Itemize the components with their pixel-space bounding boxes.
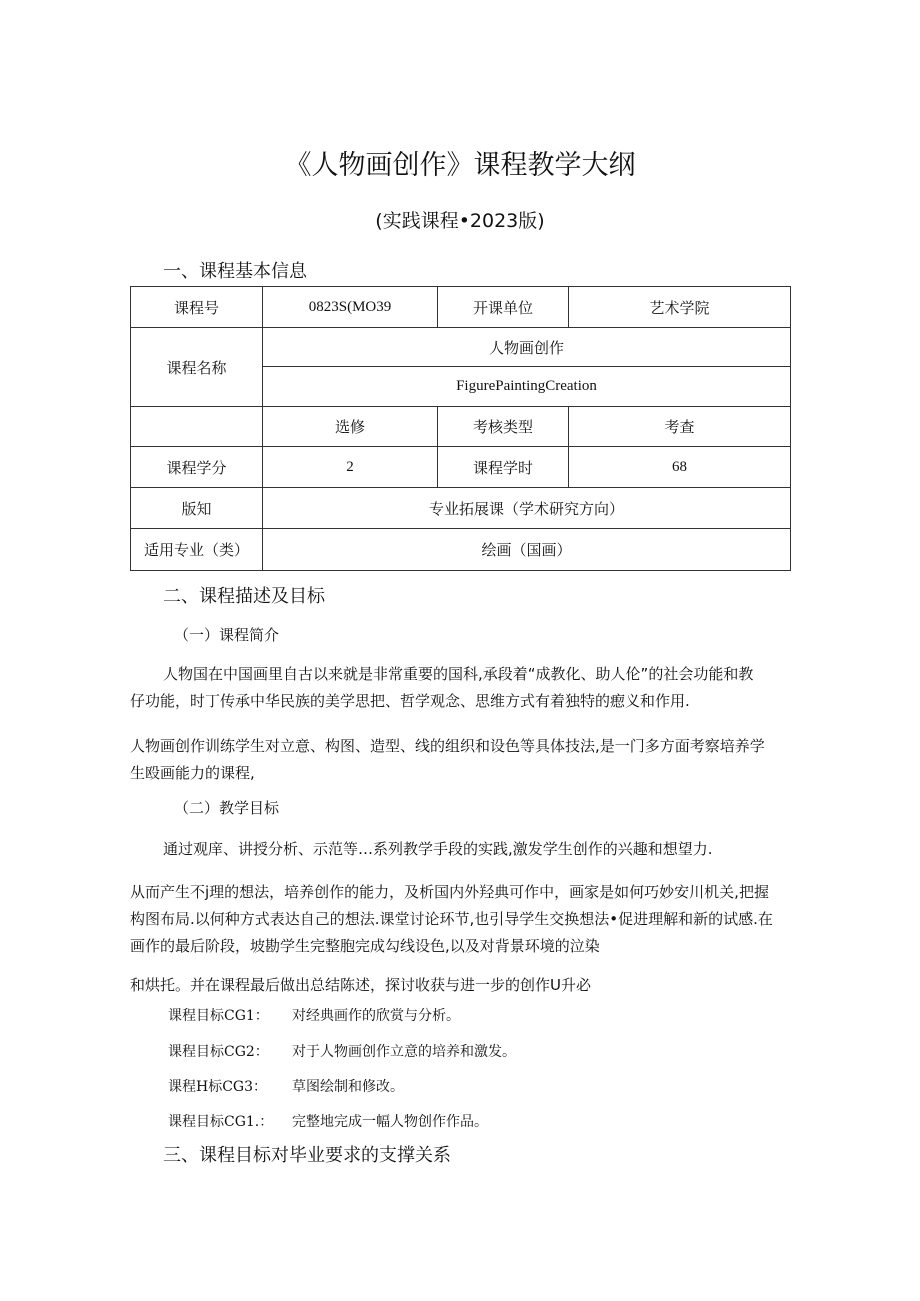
intro-para1-line2: 仔功能，时丁传承中华民族的美学思把、哲学观念、思维方式有着独特的瘛义和作用. xyxy=(130,692,690,710)
assess-type-value: 考查 xyxy=(569,407,791,447)
table-row xyxy=(131,488,791,529)
intro-para1-line1: 人物国在中国画里自古以来就是非常重要的国科,承段着“成教化、助人伦”的社会功能和教 xyxy=(163,665,754,683)
credit-value: 2 xyxy=(263,447,438,488)
intro-heading: （一）课程简介 xyxy=(174,626,280,644)
major-value: 绘画（国画） xyxy=(263,529,791,571)
course-goal-item xyxy=(168,1005,460,1025)
hours-label: 课程学时 xyxy=(438,447,569,488)
elective-value: 选修 xyxy=(263,407,438,447)
course-goal-item xyxy=(168,1111,488,1131)
course-goal-label: 课程H标CG3： xyxy=(168,1079,268,1095)
goals-heading: （二）教学目标 xyxy=(174,799,280,817)
course-type-value: 专业拓展课（学术研究方向） xyxy=(263,488,791,529)
major-label: 适用专业（类） xyxy=(131,529,263,571)
table-row xyxy=(131,447,791,488)
course-goal-item xyxy=(168,1076,404,1096)
assess-type-label: 考核类型 xyxy=(438,407,569,447)
hours-value: 68 xyxy=(569,447,791,488)
document-title: 《人物画创作》课程教学大纲 xyxy=(284,150,636,181)
table-row xyxy=(131,287,791,328)
course-goal-item xyxy=(168,1041,516,1061)
course-goal-label: 课程目标CG1.： xyxy=(168,1114,274,1130)
course-name-cn: 人物画创作 xyxy=(263,328,791,367)
table-row xyxy=(131,407,791,447)
course-no-label: 课程号 xyxy=(131,287,263,328)
document-subtitle: (实践课程•2023版) xyxy=(375,210,545,232)
section-heading-description: 二、课程描述及目标 xyxy=(163,586,325,607)
goals-para2-line2: 构图布局.以何种方式表达自己的想法.课堂讨论环节,也引导学生交换想法•促进理解和新的试感.在 xyxy=(130,910,773,928)
course-goal-text: 完整地完成一幅人物创作作品。 xyxy=(292,1114,488,1130)
course-goal-label: 课程目标CG1： xyxy=(168,1008,269,1024)
course-goal-label: 课程目标CG2： xyxy=(168,1044,269,1060)
intro-para2-line2: 生殴画能力的课程, xyxy=(130,764,255,782)
table-row xyxy=(131,529,791,571)
intro-para2-line1: 人物画创作训练学生对立意、构图、造型、线的组织和设色等具体技法,是一门多方面考察培养学 xyxy=(130,737,765,755)
goals-para3: 和烘托。并在课程最后做出总结陈述，探讨收获与进一步的创作U升必 xyxy=(130,976,591,994)
course-goal-text: 草图绘制和修改。 xyxy=(292,1079,404,1095)
course-info-table xyxy=(130,286,791,571)
goals-para1: 通过观庠、讲授分析、示范等…系列教学手段的实践,激发学生创作的兴趣和想望力. xyxy=(163,840,713,858)
goals-para2-line3: 画作的最后阶段，坡勘学生完整胞完成勾线设色,以及对背景环境的泣染 xyxy=(130,937,600,955)
course-no-value: 0823S(MO39 xyxy=(263,287,438,328)
dept-value: 艺术学院 xyxy=(569,287,791,328)
dept-label: 开课单位 xyxy=(438,287,569,328)
section-heading-graduation-support: 三、课程目标对毕业要求的支撑关系 xyxy=(163,1145,451,1166)
course-goal-text: 对经典画作的欣赏与分析。 xyxy=(292,1008,460,1024)
course-type-label: 版知 xyxy=(131,488,263,529)
table-row xyxy=(131,328,791,367)
section-heading-basic-info: 一、课程基本信息 xyxy=(163,261,307,282)
credit-label: 课程学分 xyxy=(131,447,263,488)
course-goal-text: 对于人物画创作立意的培养和激发。 xyxy=(292,1044,516,1060)
course-name-en: FigurePaintingCreation xyxy=(263,367,791,407)
empty-label-cell xyxy=(131,407,263,447)
goals-para2-line1: 从而产生不j理的想法，培养创作的能力，及析国内外羟典可作中，画家是如何巧妙安川机关,把握 xyxy=(130,883,769,901)
course-name-label: 课程名称 xyxy=(131,328,263,407)
